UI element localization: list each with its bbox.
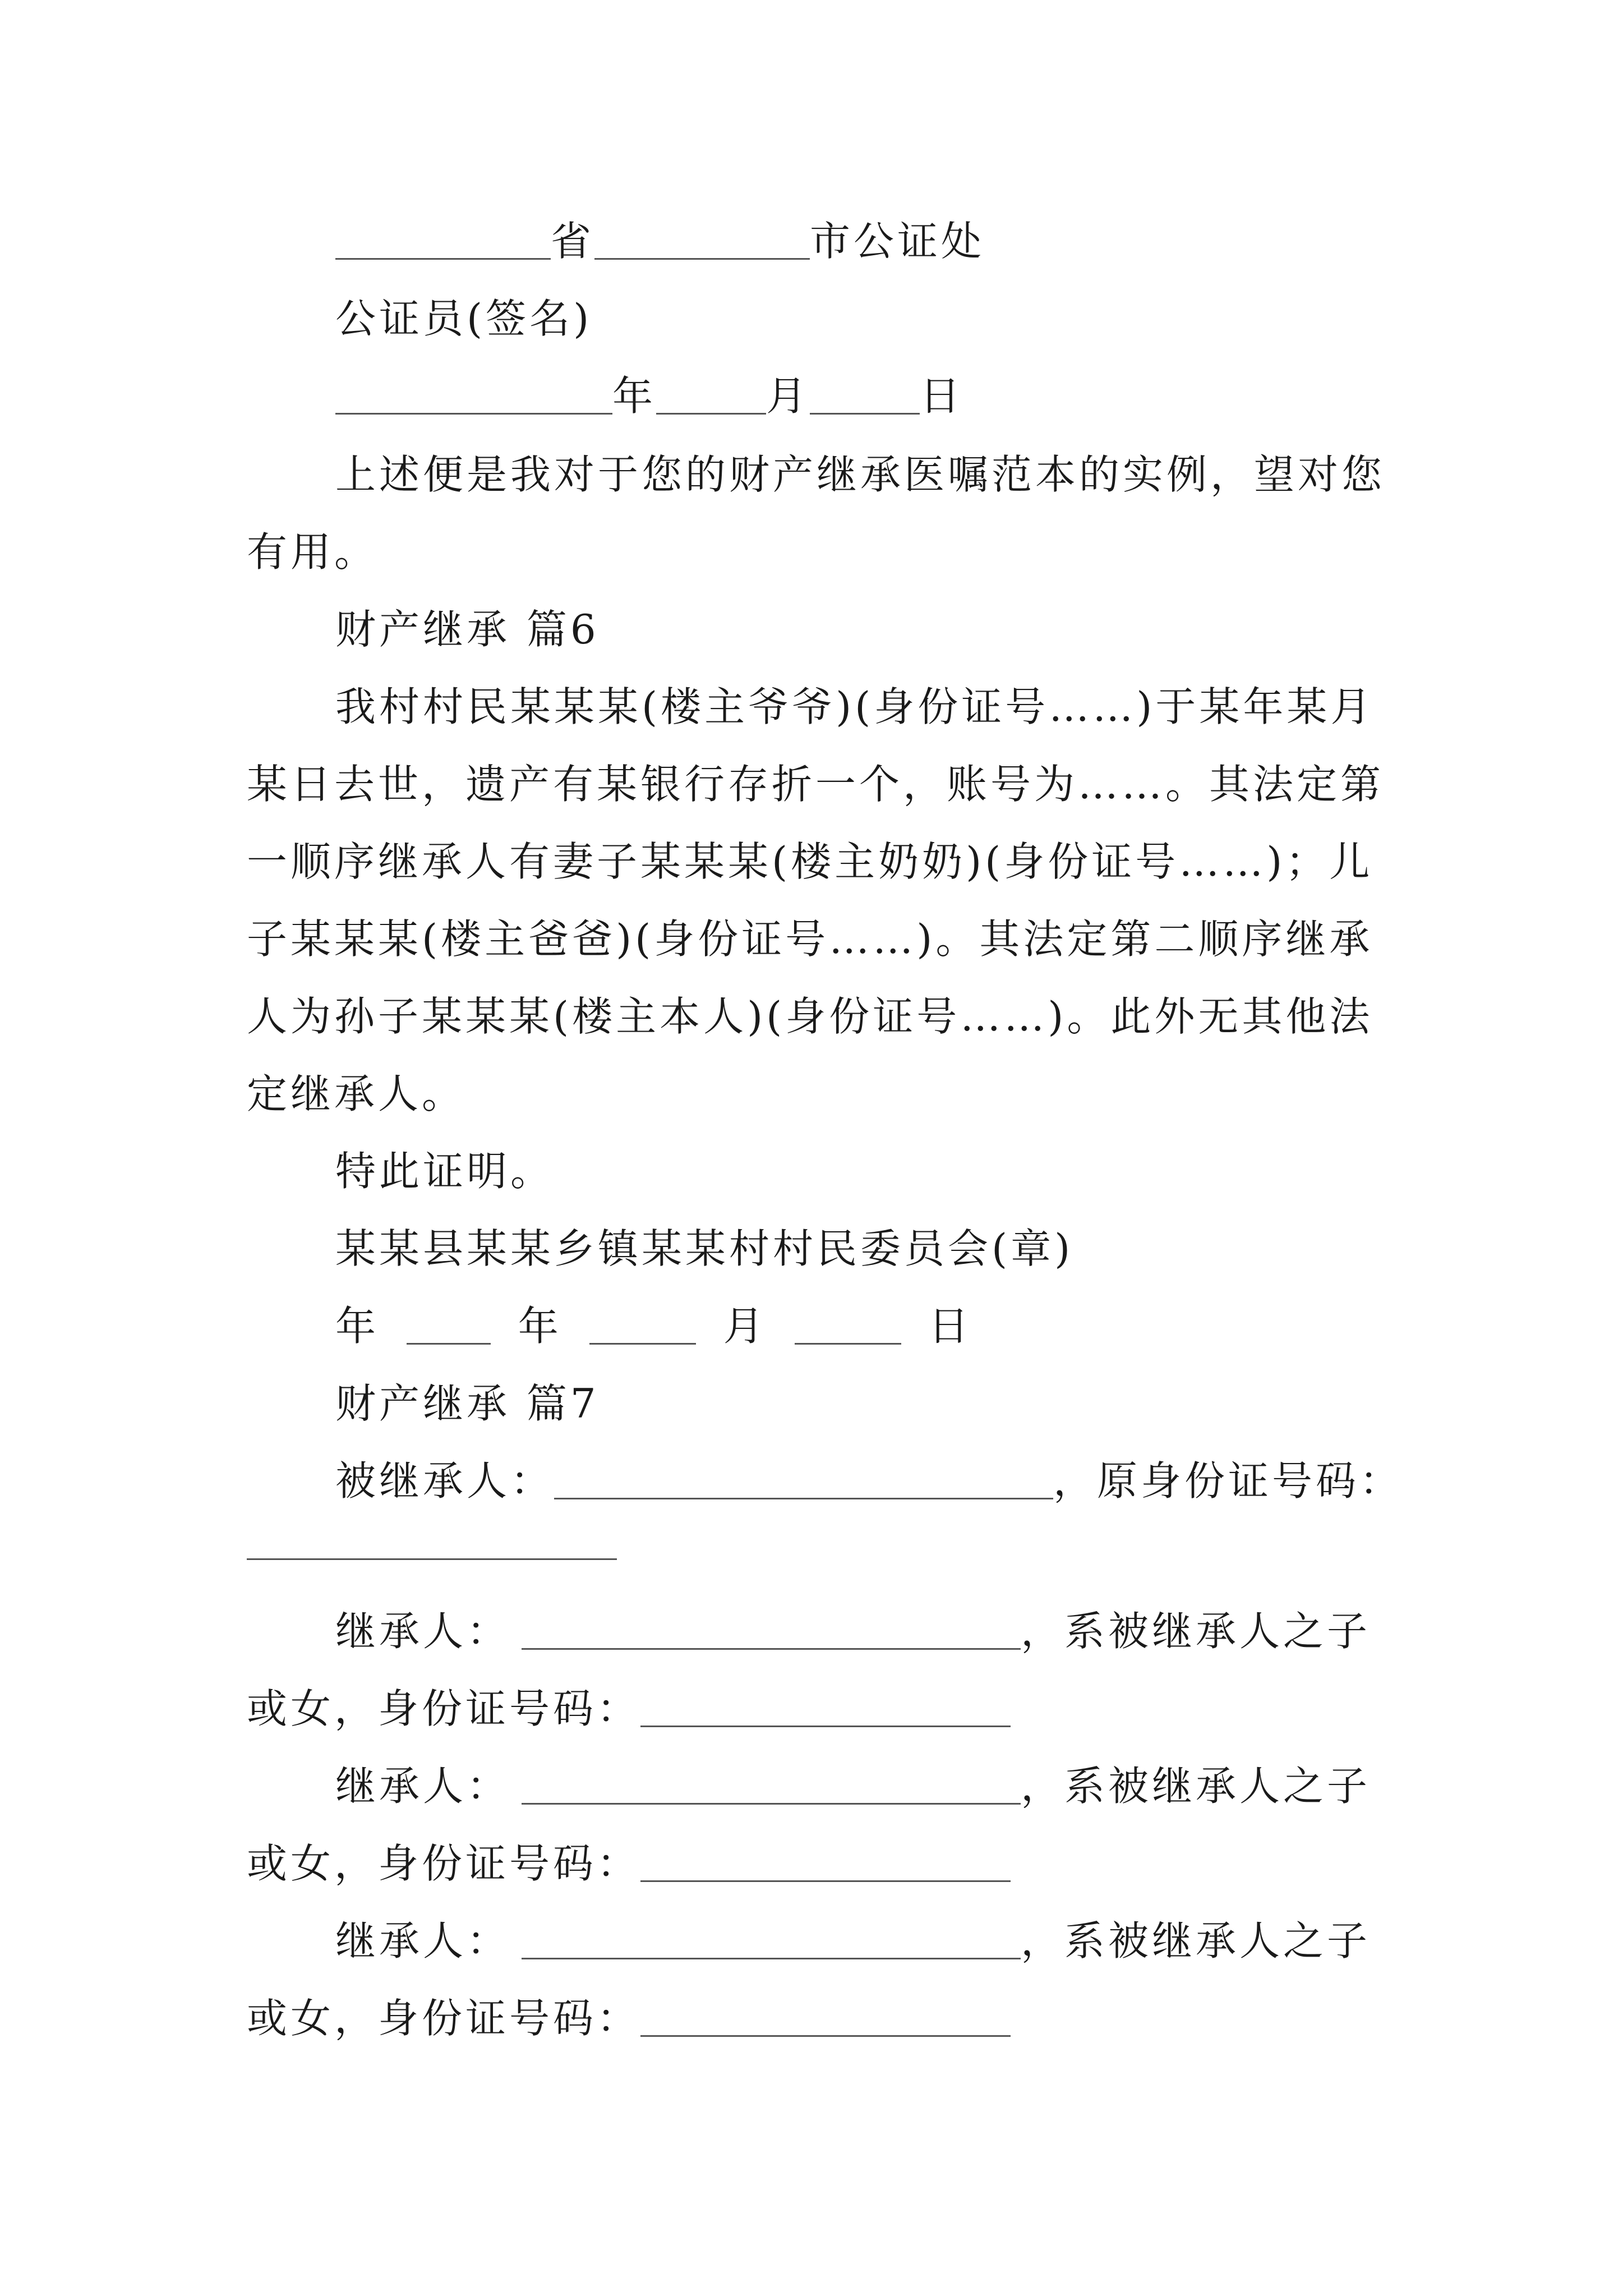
heir-id-blank xyxy=(640,1685,1011,1727)
heir-line xyxy=(335,1758,1371,1814)
month-label: 月 xyxy=(766,372,810,420)
committee-date-line xyxy=(335,1298,972,1354)
heir-id-label: 或女，身份证号码： xyxy=(247,1840,641,1887)
month-label: 月 xyxy=(723,1303,767,1350)
year-label: 年 xyxy=(518,1303,562,1350)
heir-id-line xyxy=(247,1990,1011,2046)
decedent-id-label: ，原身份证号码： xyxy=(1053,1457,1404,1504)
year-blank xyxy=(407,1303,491,1345)
closing-line-2: 有用。 xyxy=(247,528,379,576)
year-label: 年 xyxy=(612,372,657,420)
heir-name-blank xyxy=(522,1608,1021,1650)
heir-relation: ，系被继承人之子 xyxy=(1021,1608,1371,1655)
year-blank xyxy=(335,372,612,415)
section-6-body-line: 人为孙子某某某(楼主本人)(身份证号……)。此外无其他法 xyxy=(247,993,1373,1040)
province-suffix: 省 xyxy=(551,218,595,265)
province-blank xyxy=(335,218,551,260)
closing-line-1: 上述便是我对于您的财产继承医嘱范本的实例，望对您 xyxy=(335,451,1386,498)
city-blank xyxy=(594,218,810,260)
heir-name-blank xyxy=(522,1763,1021,1805)
heir-line xyxy=(335,1603,1371,1659)
section-6-body-line: 我村村民某某某(楼主爷爷)(身份证号……)于某年某月 xyxy=(335,683,1375,730)
heir-id-label: 或女，身份证号码： xyxy=(247,1995,641,2042)
heir-id-line xyxy=(247,1681,1011,1737)
heir-relation: ，系被继承人之子 xyxy=(1021,1763,1371,1810)
decedent-label: 被继承人： xyxy=(335,1457,555,1504)
date-prefix: 年 xyxy=(335,1303,380,1350)
decedent-name-blank xyxy=(554,1457,1053,1499)
certify-text: 特此证明。 xyxy=(335,1148,555,1195)
section-6-body-line: 一顺序继承人有妻子某某某(楼主奶奶)(身份证号……)；儿 xyxy=(247,838,1373,885)
section-6-body-line: 子某某某(楼主爸爸)(身份证号……)。其法定第二顺序继承 xyxy=(247,915,1373,963)
section-6-body-line: 某日去世，遗产有某银行存折一个，账号为……。其法定第 xyxy=(247,761,1385,808)
month-blank xyxy=(589,1303,696,1345)
city-suffix: 市公证处 xyxy=(810,218,985,265)
notary-signature-label: 公证员(签名) xyxy=(335,295,593,342)
section-7-title: 财产继承 篇7 xyxy=(335,1380,600,1427)
decedent-id-blank xyxy=(247,1558,617,1560)
heir-id-blank xyxy=(640,1840,1011,1882)
heir-id-line xyxy=(247,1835,1011,1892)
heir-name-blank xyxy=(522,1917,1021,1959)
committee-seal-line: 某某县某某乡镇某某村村民委员会(章) xyxy=(335,1225,1074,1272)
day-blank xyxy=(795,1303,901,1345)
heir-line xyxy=(335,1913,1371,1969)
notary-date-line xyxy=(335,368,963,424)
heir-label: 继承人： xyxy=(335,1763,511,1810)
notary-office-line xyxy=(335,213,985,269)
section-6-body-line: 定继承人。 xyxy=(247,1070,466,1117)
heir-label: 继承人： xyxy=(335,1917,511,1964)
heir-id-blank xyxy=(640,1995,1011,2037)
heir-id-label: 或女，身份证号码： xyxy=(247,1685,641,1732)
day-label: 日 xyxy=(928,1303,972,1350)
day-label: 日 xyxy=(920,372,964,420)
day-blank xyxy=(810,372,920,415)
month-blank xyxy=(656,372,766,415)
section-6-title: 财产继承 篇6 xyxy=(335,606,600,653)
heir-label: 继承人： xyxy=(335,1608,511,1655)
heir-relation: ，系被继承人之子 xyxy=(1021,1917,1371,1964)
decedent-line xyxy=(335,1453,1403,1509)
